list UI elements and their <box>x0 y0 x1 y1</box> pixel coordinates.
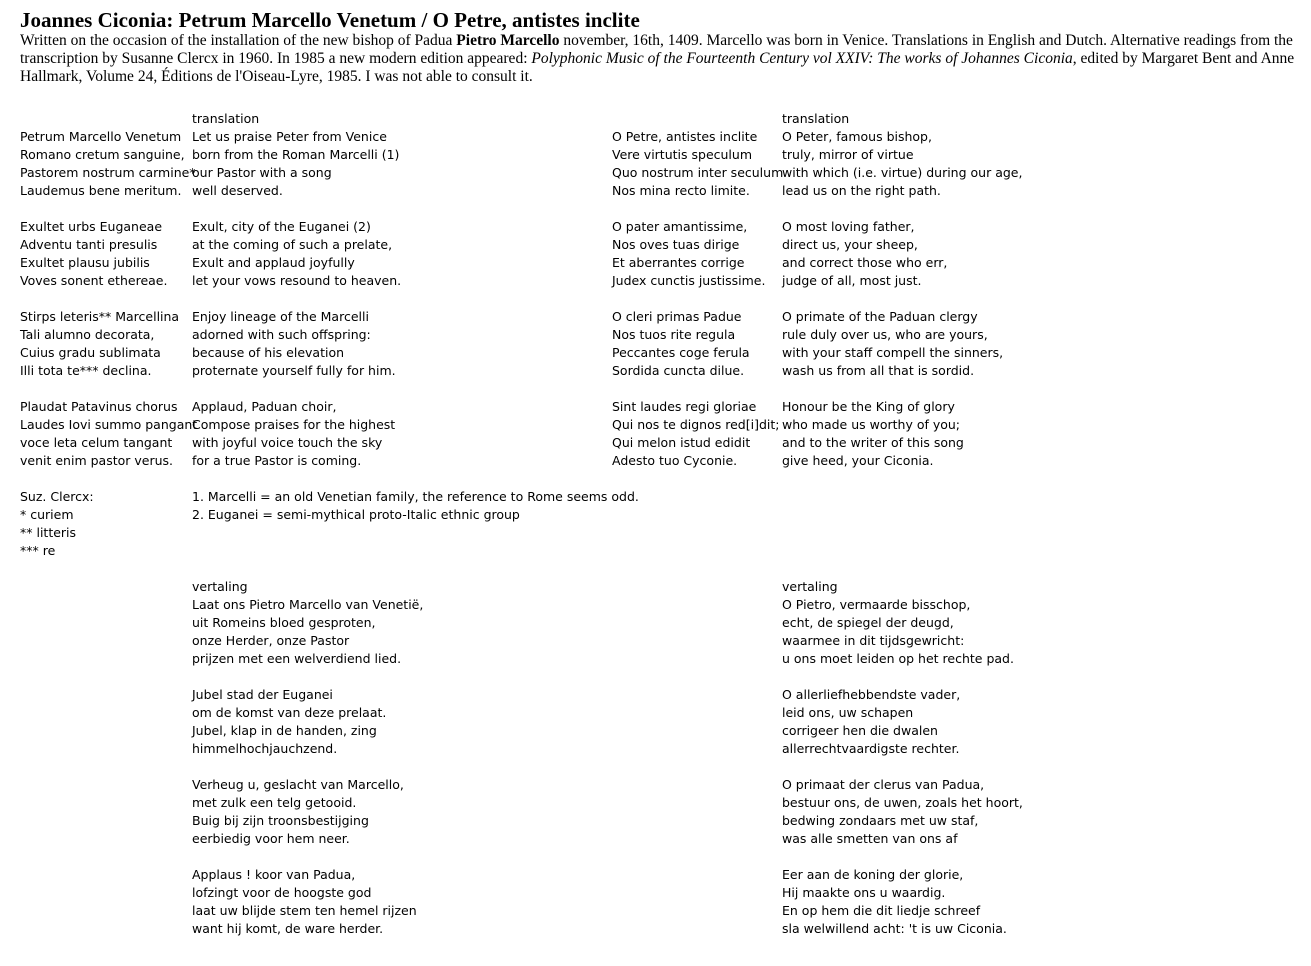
text-line: Adventu tanti presulis <box>20 237 158 252</box>
text-line: Qui nos te dignos red[i]dit; <box>612 417 780 432</box>
text-line <box>612 110 783 128</box>
text-line: O cleri primas Padue <box>612 309 742 324</box>
text-line: Jubel stad der Euganei <box>192 687 333 702</box>
text-line: well deserved. <box>192 183 283 198</box>
text-line: om de komst van deze prelaat. <box>192 705 387 720</box>
text-line: direct us, your sheep, <box>782 237 918 252</box>
text-line: Plaudat Patavinus chorus <box>20 399 178 414</box>
text-line <box>192 668 639 686</box>
text-line: with your staff compell the sinners, <box>782 345 1004 360</box>
text-line <box>192 848 639 866</box>
text-line <box>192 560 639 578</box>
text-line <box>782 470 1023 488</box>
text-line: voce leta celum tangant <box>20 435 173 450</box>
text-line: vertaling <box>192 579 248 594</box>
text-line: Stirps leteris** Marcellina <box>20 309 180 324</box>
text-line: lofzingt voor de hoogste god <box>192 885 372 900</box>
text-line: En op hem die dit liedje schreef <box>782 903 981 918</box>
text-line <box>192 542 639 560</box>
text-line: Verheug u, geslacht van Marcello, <box>192 777 404 792</box>
text-line <box>612 290 783 308</box>
text-line <box>782 668 1023 686</box>
text-line: rule duly over us, who are yours, <box>782 327 988 342</box>
text-line: onze Herder, onze Pastor <box>192 633 350 648</box>
text-line: O pater amantissime, <box>612 219 748 234</box>
text-line: Illi tota te*** declina. <box>20 363 152 378</box>
text-line <box>192 470 639 488</box>
text-line: Nos tuos rite regula <box>612 327 736 342</box>
text-line: echt, de spiegel der deugd, <box>782 615 954 630</box>
text-line: vertaling <box>782 579 838 594</box>
text-line: venit enim pastor verus. <box>20 453 173 468</box>
text-line: Nos mina recto limite. <box>612 183 750 198</box>
text-line: Applaus ! koor van Padua, <box>192 867 356 882</box>
text-line: allerrechtvaardigste rechter. <box>782 741 960 756</box>
text-line <box>782 380 1023 398</box>
text-line <box>612 200 783 218</box>
text-line: Eer aan de koning der glorie, <box>782 867 964 882</box>
text-line: O allerliefhebbendste vader, <box>782 687 961 702</box>
text-line: want hij komt, de ware herder. <box>192 921 384 936</box>
text-line <box>782 848 1023 866</box>
text-line <box>20 470 197 488</box>
text-line: Cuius gradu sublimata <box>20 345 161 360</box>
text-line: lead us on the right path. <box>782 183 941 198</box>
text-line: Tali alumno decorata, <box>20 327 155 342</box>
text-line <box>782 524 1023 542</box>
text-line: Vere virtutis speculum <box>612 147 752 162</box>
text-line: at the coming of such a prelate, <box>192 237 393 252</box>
text-line: O Peter, famous bishop, <box>782 129 932 144</box>
text-line: Et aberrantes corrige <box>612 255 745 270</box>
text-line: who made us worthy of you; <box>782 417 961 432</box>
latin-right-column <box>612 110 783 470</box>
text-line: waarmee in dit tijdsgewricht: <box>782 633 965 648</box>
text-line: Petrum Marcello Venetum <box>20 129 182 144</box>
text-line: Jubel, klap in de handen, zing <box>192 723 377 738</box>
text-line: Qui melon istud edidit <box>612 435 751 450</box>
text-line <box>782 758 1023 776</box>
text-line: and to the writer of this song <box>782 435 964 450</box>
text-line: O Pietro, vermaarde bisschop, <box>782 597 971 612</box>
text-line: adorned with such offspring: <box>192 327 371 342</box>
text-line <box>192 200 639 218</box>
text-line <box>782 200 1023 218</box>
text-line: judge of all, most just. <box>782 273 922 288</box>
text-line: Peccantes coge ferula <box>612 345 750 360</box>
translation-right-column <box>782 110 1023 938</box>
text-line: Pastorem nostrum carmine* <box>20 165 196 180</box>
text-line <box>782 506 1023 524</box>
text-line <box>20 110 197 128</box>
text-line: Applaud, Paduan choir, <box>192 399 337 414</box>
text-line: Laat ons Pietro Marcello van Venetië, <box>192 597 424 612</box>
text-line: 2. Euganei = semi-mythical proto-Italic ethnic group <box>192 507 520 522</box>
text-line: Sordida cuncta dilue. <box>612 363 745 378</box>
latin-left-column <box>20 110 197 560</box>
text-line: Let us praise Peter from Venice <box>192 129 387 144</box>
text-line: sla welwillend acht: 't is uw Ciconia. <box>782 921 1007 936</box>
text-line: O Petre, antistes inclite <box>612 129 758 144</box>
text-line: ** litteris <box>20 525 77 540</box>
text-line: corrigeer hen die dwalen <box>782 723 938 738</box>
text-line: our Pastor with a song <box>192 165 332 180</box>
intro-bold-name: Pietro Marcello <box>456 32 560 49</box>
text-line: translation <box>782 111 850 126</box>
text-line: wash us from all that is sordid. <box>782 363 975 378</box>
text-line: Exult, city of the Euganei (2) <box>192 219 371 234</box>
text-line: prijzen met een welverdiend lied. <box>192 651 402 666</box>
text-line: O most loving father, <box>782 219 915 234</box>
text-line: and correct those who err, <box>782 255 948 270</box>
text-line: *** re <box>20 543 56 558</box>
text-line <box>20 290 197 308</box>
text-line: Exultet urbs Euganeae <box>20 219 163 234</box>
text-line <box>20 200 197 218</box>
text-line: give heed, your Ciconia. <box>782 453 934 468</box>
text-line: with which (i.e. virtue) during our age, <box>782 165 1023 180</box>
text-line: himmelhochjauchzend. <box>192 741 338 756</box>
text-line <box>782 290 1023 308</box>
text-line: bestuur ons, de uwen, zoals het hoort, <box>782 795 1023 810</box>
text-line: Judex cunctis justissime. <box>612 273 766 288</box>
text-line: Honour be the King of glory <box>782 399 955 414</box>
intro-italic-title: Polyphonic Music of the Fourteenth Century vol XXIV: The works of Johannes Ciconia <box>531 50 1073 67</box>
text-line <box>782 488 1023 506</box>
text-line: Adesto tuo Cyconie. <box>612 453 738 468</box>
text-line <box>782 542 1023 560</box>
text-line <box>192 290 639 308</box>
text-line: Romano cretum sanguine, <box>20 147 185 162</box>
text-line: Hij maakte ons u waardig. <box>782 885 946 900</box>
text-line: proternate yourself fully for him. <box>192 363 396 378</box>
text-line: Voves sonent ethereae. <box>20 273 168 288</box>
text-line <box>192 380 639 398</box>
text-line: born from the Roman Marcelli (1) <box>192 147 400 162</box>
text-line: 1. Marcelli = an old Venetian family, the reference to Rome seems odd. <box>192 489 639 504</box>
text-line: Exultet plausu jubilis <box>20 255 150 270</box>
text-line: truly, mirror of virtue <box>782 147 914 162</box>
text-line: with joyful voice touch the sky <box>192 435 383 450</box>
intro-paragraph <box>20 32 1300 86</box>
text-line: Compose praises for the highest <box>192 417 396 432</box>
text-line <box>612 380 783 398</box>
text-line: Sint laudes regi gloriae <box>612 399 757 414</box>
text-line: O primaat der clerus van Padua, <box>782 777 985 792</box>
intro-text-1: Written on the occasion of the installation of the new bishop of Padua <box>20 32 457 49</box>
text-line <box>192 758 639 776</box>
text-line: Buig bij zijn troonsbestijging <box>192 813 369 828</box>
text-line: eerbiedig voor hem neer. <box>192 831 350 846</box>
text-line: Exult and applaud joyfully <box>192 255 355 270</box>
text-line: Laudemus bene meritum. <box>20 183 182 198</box>
text-line: Nos oves tuas dirige <box>612 237 740 252</box>
text-line: * curiem <box>20 507 74 522</box>
text-line: O primate of the Paduan clergy <box>782 309 978 324</box>
text-line: u ons moet leiden op het rechte pad. <box>782 651 1014 666</box>
text-line: uit Romeins bloed gesproten, <box>192 615 376 630</box>
text-line: laat uw blijde stem ten hemel rijzen <box>192 903 417 918</box>
text-line: Quo nostrum inter seculum <box>612 165 784 180</box>
text-line: bedwing zondaars met uw staf, <box>782 813 979 828</box>
text-line: Suz. Clercx: <box>20 489 94 504</box>
text-line: leid ons, uw schapen <box>782 705 914 720</box>
translation-left-column <box>192 110 639 938</box>
text-line: for a true Pastor is coming. <box>192 453 362 468</box>
page-header <box>20 8 1300 86</box>
text-line: because of his elevation <box>192 345 345 360</box>
text-line <box>192 524 639 542</box>
text-line: met zulk een telg getooid. <box>192 795 357 810</box>
page-title: Joannes Ciconia: Petrum Marcello Venetum / O Petre, antistes inclite <box>20 8 640 32</box>
text-line: Laudes Iovi summo pangant <box>20 417 198 432</box>
intro-text-2: november, 16th, 1409. Marcello was born in Venice. Translations in English and Dutch. Alternative readings from the transcription by Susanne Clercx in 1960. In 1985 a new modern edition appeared: <box>20 32 1293 67</box>
text-line: translation <box>192 111 260 126</box>
text-line: Enjoy lineage of the Marcelli <box>192 309 369 324</box>
text-line: let your vows resound to heaven. <box>192 273 402 288</box>
intro-text-3: , edited by Margaret Bent and Anne Hallmark, Volume 24, Éditions de l'Oiseau-Lyre, 1985. I was not able to consult it. <box>20 50 1295 85</box>
text-line <box>782 560 1023 578</box>
text-line: was alle smetten van ons af <box>782 831 958 846</box>
text-line <box>20 380 197 398</box>
